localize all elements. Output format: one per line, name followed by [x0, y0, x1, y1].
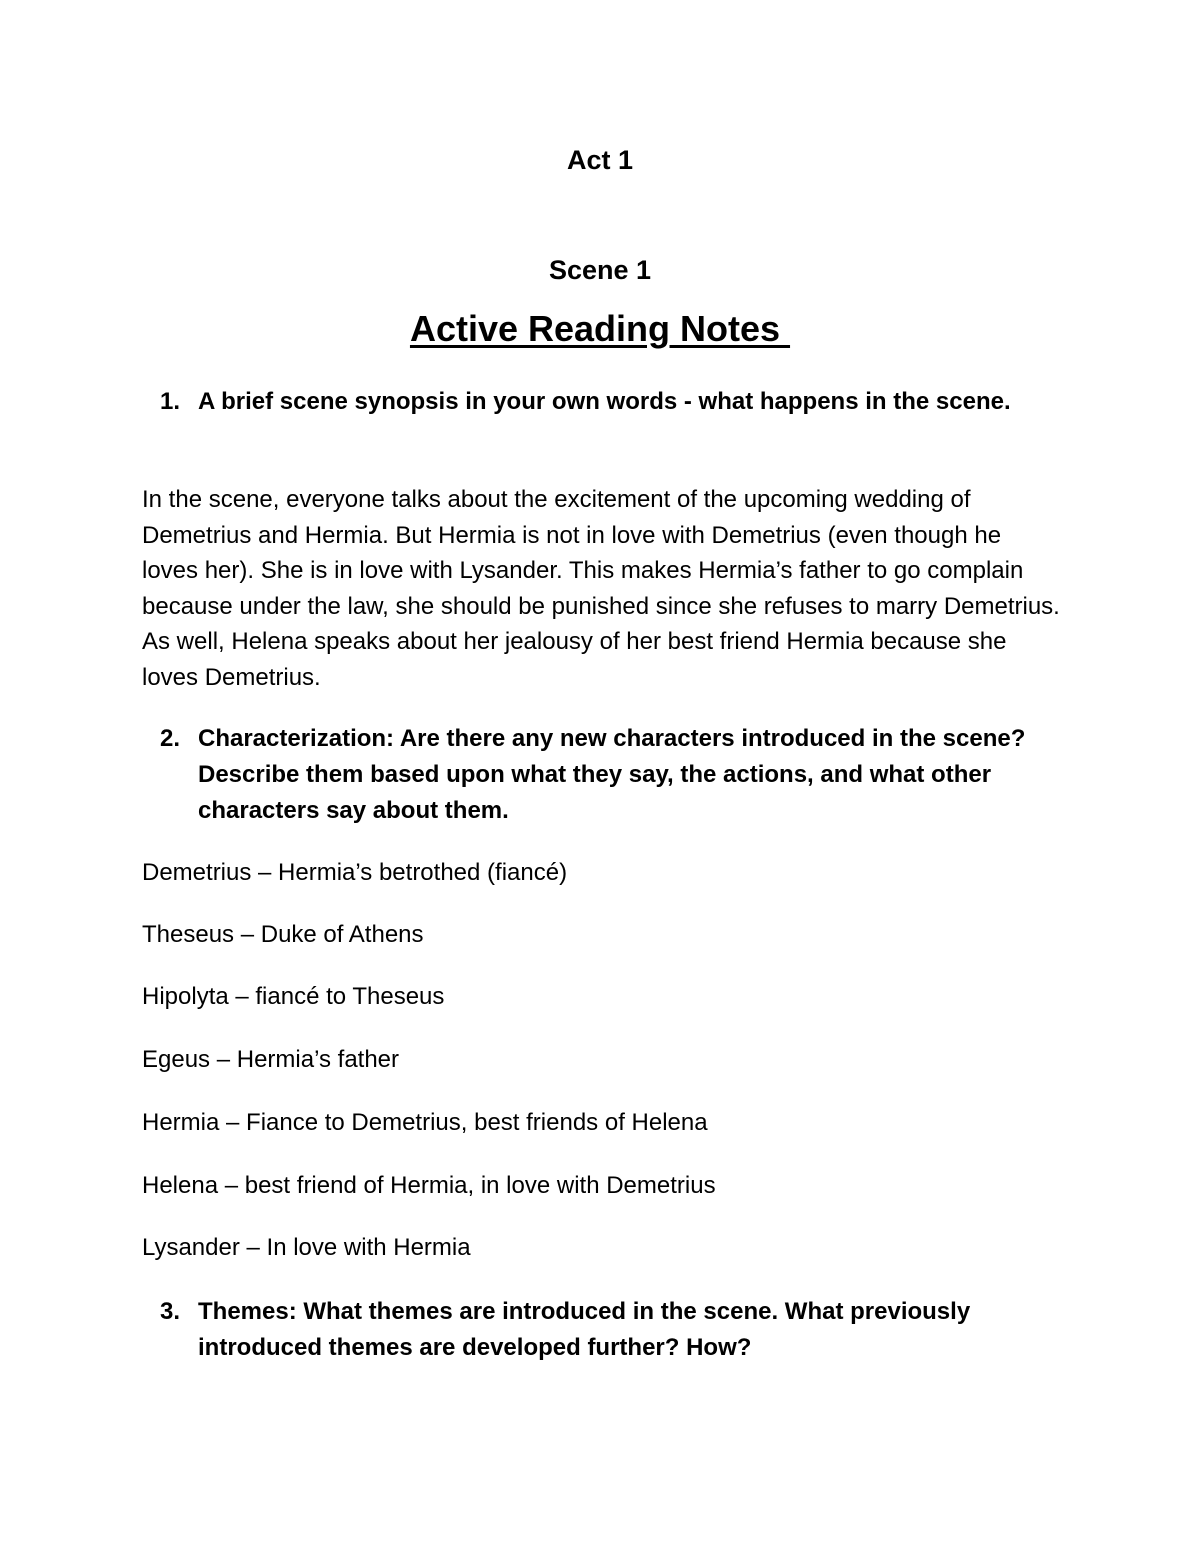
question-number: 3.: [160, 1298, 181, 1325]
character-entry: Egeus – Hermia’s father: [142, 1046, 400, 1073]
question-2: [160, 721, 1060, 829]
question-1: [160, 384, 1060, 420]
synopsis-answer: In the scene, everyone talks about the excitement of the upcoming wedding of Demetrius and Hermia. But Hermia is not in love with Demetrius (even though he loves her). She is in love with Lysander. This makes Hermia’s father to go complain because under the law, she should be punished since she refuses to marry Demetrius. As well, Helena speaks about her jealousy of her best friend Hermia because she loves Demetrius.: [142, 486, 1060, 691]
character-entry: Helena – best friend of Hermia, in love with Demetrius: [142, 1172, 716, 1199]
character-entry: Lysander – In love with Hermia: [142, 1234, 471, 1261]
question-text: Characterization: Are there any new characters introduced in the scene? Describe them based upon what they say, the actions, and what other characters say about them.: [198, 725, 1026, 824]
scene-title: Scene 1: [548, 255, 652, 285]
question-text: Themes: What themes are introduced in the scene. What previously introduced themes are developed further? How?: [198, 1298, 971, 1361]
character-entry: Hermia – Fiance to Demetrius, best friends of Helena: [142, 1109, 708, 1136]
document-heading: Active Reading Notes: [409, 308, 791, 349]
character-entry: Demetrius – Hermia’s betrothed (fiancé): [142, 859, 568, 886]
question-3: [160, 1294, 1060, 1366]
question-number: 2.: [160, 725, 181, 752]
question-text: A brief scene synopsis in your own words - what happens in the scene.: [198, 388, 1011, 415]
character-entry: Theseus – Duke of Athens: [142, 921, 424, 948]
question-number: 1.: [160, 388, 181, 415]
act-title: Act 1: [566, 145, 634, 175]
character-entry: Hipolyta – fiancé to Theseus: [142, 983, 445, 1010]
